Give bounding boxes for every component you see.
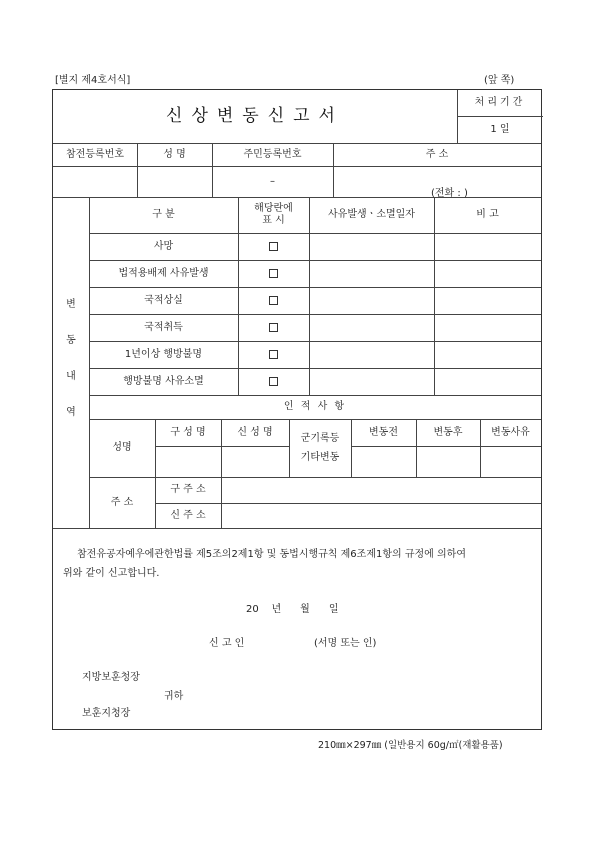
category-row-label: 사망: [153, 240, 174, 252]
category-checkbox[interactable]: [238, 287, 309, 314]
veteran-number-field[interactable]: [53, 166, 137, 197]
checkbox-icon: [269, 350, 278, 359]
military-record-line1: 군기록등: [300, 433, 340, 444]
note-header: 비 고: [476, 209, 499, 220]
statement-line-2: 위와 같이 신고합니다.: [63, 568, 160, 579]
category-checkbox[interactable]: [238, 314, 309, 341]
name-field[interactable]: [137, 166, 212, 197]
mark-header-line2: 표 시: [262, 215, 285, 226]
personal-info-header: 인 적 사 항: [283, 401, 347, 412]
regional-office-label: 지방보훈청장: [82, 672, 140, 683]
resident-number-field[interactable]: [212, 166, 333, 197]
checkbox-icon: [269, 269, 278, 278]
page-side-label: (앞 쪽): [484, 75, 515, 86]
side-label-char-1: 변: [66, 299, 76, 310]
change-reason-header: 변동사유: [491, 426, 530, 438]
mark-header: [238, 197, 309, 233]
veteran-number-header: 참전등록번호: [66, 148, 124, 160]
honorific-label: 귀하: [164, 691, 184, 702]
reporter-label: 신 고 인: [209, 638, 245, 649]
military-record-header: [289, 419, 351, 477]
branch-office-label: 보훈지청장: [82, 708, 131, 719]
mark-header-line1: 해당란에: [254, 203, 293, 214]
resident-number-dash: –: [270, 175, 275, 187]
name-change-label: 성명: [112, 442, 132, 453]
military-record-line2: 기타변동: [300, 452, 340, 463]
category-header: 구 분: [152, 209, 175, 220]
category-row-label: 1년이상 행방불명: [124, 348, 203, 360]
category-checkbox[interactable]: [238, 341, 309, 368]
side-label-char-2: 동: [66, 335, 76, 346]
side-label-char-3: 내: [66, 371, 76, 382]
checkbox-icon: [269, 242, 278, 251]
side-label-char-4: 역: [66, 407, 76, 418]
old-name-header: 구 성 명: [170, 426, 206, 438]
checkbox-icon: [269, 377, 278, 386]
before-change-header: 변동전: [369, 426, 398, 438]
statement-line-1: 참전유공자예우에관한법률 제5조의2제1항 및 동법시행규칙 제6조제1항의 규정에 의하여: [77, 549, 466, 560]
new-address-label: 신 주 소: [170, 509, 206, 521]
form-title: 신상변동신고서: [166, 106, 344, 127]
report-form: [52, 89, 542, 730]
form-number: [별지 제4호서식]: [55, 75, 131, 86]
after-change-header: 변동후: [433, 426, 463, 438]
report-date: 20 년 월 일: [246, 604, 339, 615]
address-change-label: 주 소: [110, 496, 134, 508]
paper-spec: 210㎜×297㎜ (일반용지 60g/㎡(재활용품): [318, 740, 503, 751]
processing-period-label: 처리기간: [474, 97, 526, 108]
new-name-header: 신 성 명: [237, 426, 273, 438]
new-address-field[interactable]: [221, 503, 541, 528]
category-row-label: 국적상실: [144, 294, 183, 306]
signature-label: (서명 또는 인): [314, 638, 377, 649]
address-header: 주 소: [425, 148, 449, 160]
phone-label: (전화 : ): [431, 188, 468, 199]
category-checkbox[interactable]: [238, 368, 309, 395]
old-address-label: 구 주 소: [170, 484, 206, 495]
checkbox-icon: [269, 323, 278, 332]
category-checkbox[interactable]: [238, 233, 309, 260]
checkbox-icon: [269, 296, 278, 305]
category-checkbox[interactable]: [238, 260, 309, 287]
date-header: 사유발생ㆍ소멸일자: [328, 209, 415, 220]
old-address-field[interactable]: [221, 477, 541, 503]
category-row-label: 행방불명 사유소멸: [123, 375, 204, 387]
category-row-label: 국적취득: [144, 321, 183, 333]
resident-number-header: 주민등록번호: [243, 148, 302, 160]
name-header: 성 명: [163, 148, 186, 160]
processing-period-value: 1 일: [490, 123, 510, 135]
category-row-label: 법적용배제 사유발생: [118, 267, 209, 279]
